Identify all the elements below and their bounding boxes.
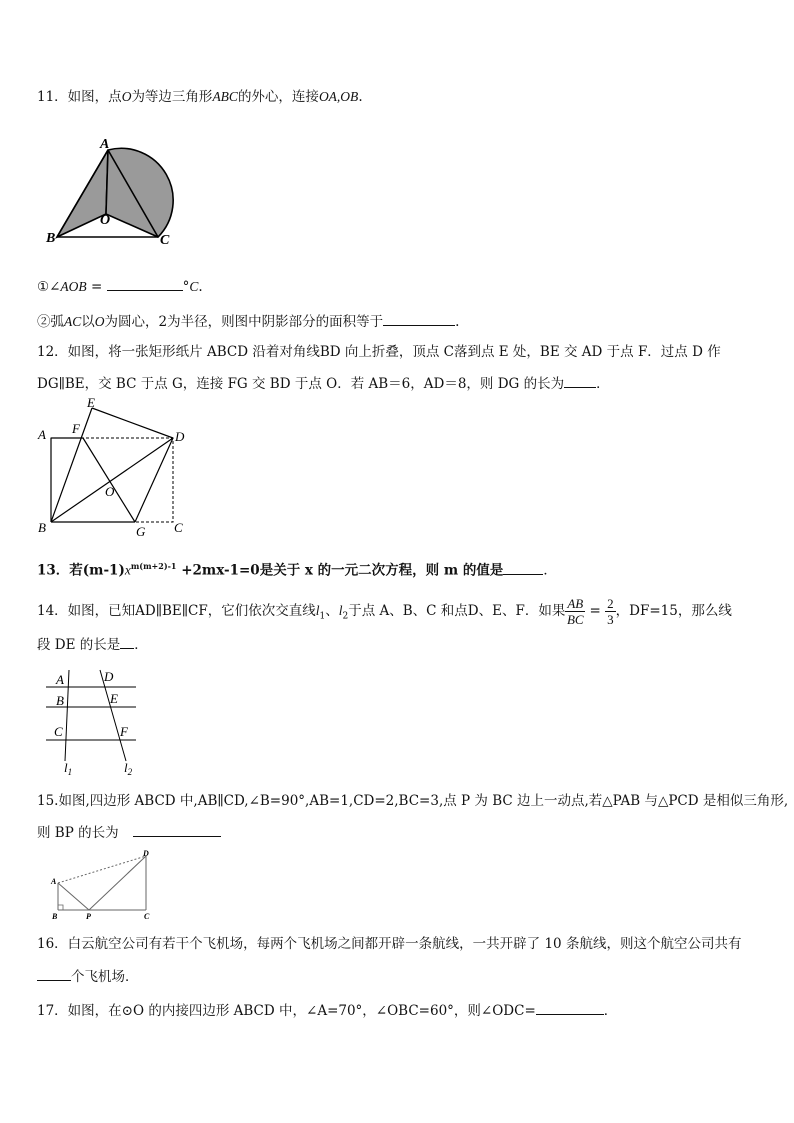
q16-line2: 个飞机场． — [37, 966, 139, 986]
q11-label-o: O — [100, 213, 111, 228]
svg-text:B: B — [52, 912, 58, 921]
q14-line1: 14．如图，已知AD∥BE∥CF，它们依次交直线$l_1$、$l_2$于点 A、B、C 和点D、E、F．如果 $\frac{AB}{BC}$ = $\frac{2}{3}$ ，DF=15，那么线 — [37, 596, 732, 627]
q11-part1: ①∠AOB = °C. — [37, 276, 203, 296]
svg-text:A: A — [56, 672, 64, 687]
q11-part2: ②弧AC以O为圆心，2为半径，则图中阴影部分的面积等于 . — [37, 311, 459, 331]
svg-text:P: P — [86, 912, 91, 921]
svg-text:O: O — [105, 484, 115, 499]
q17-line: 17．如图，在⊙O 的内接四边形 ABCD 中，∠A=70°，∠OBC=60°，则∠ODC= ． — [37, 1000, 617, 1020]
q13-line: 13．若$(m-1)x^{m(m+2)-1} +2mx-1=0$是关于 x 的一元二次方程，则 m 的值是 ． — [37, 561, 557, 579]
svg-text:D: D — [175, 429, 185, 444]
q15-blank[interactable] — [133, 822, 221, 837]
q17-blank[interactable] — [536, 1000, 604, 1015]
q11-label-a: A — [100, 137, 110, 152]
q14-fraction-ab-bc: $\frac{AB}{BC}$ — [566, 596, 584, 627]
svg-text:C: C — [174, 520, 183, 535]
q15-figure — [48, 848, 163, 923]
q12-figure — [35, 395, 195, 540]
q12-line1: 12．如图，将一张矩形纸片 ABCD 沿着对角线BD 向上折叠，顶点 C落到点 E 处，BE 交 AD 于点 F．过点 D 作 — [37, 344, 721, 360]
svg-text:E: E — [87, 395, 95, 410]
q11-label-b: B — [46, 231, 56, 246]
q11-stem: 11．如图，点O为等边三角形ABC的外心，连接OA,OB. — [37, 89, 363, 105]
svg-text:G: G — [136, 524, 146, 539]
q15-line1: 15.如图,四边形 ABCD 中,AB∥CD,∠B=90°,AB=1,CD=2,BC=3,点 P 为 BC 边上一动点,若△PAB 与△PCD 是相似三角形, — [37, 793, 789, 809]
svg-text:B: B — [56, 693, 64, 708]
q12-line2: DG∥BE，交 BC 于点 G，连接 FG 交 BD 于点 O．若 AB＝6，AD＝8，则 DG 的长为 ． — [37, 373, 610, 393]
q14-line2: 段 DE 的长是 ． — [37, 634, 148, 654]
q11-blank-1[interactable] — [107, 276, 183, 291]
q14-blank[interactable] — [120, 634, 134, 649]
q11-figure — [40, 132, 190, 250]
svg-text:C: C — [144, 912, 150, 921]
svg-text:D: D — [143, 849, 149, 858]
q14-figure — [40, 665, 150, 777]
q12-blank[interactable] — [564, 373, 596, 388]
svg-text:A: A — [51, 877, 57, 886]
svg-text:l2: $l_2$ — [124, 760, 133, 777]
q16-line1: 16．白云航空公司有若干个飞机场，每两个飞机场之间都开辟一条航线，一共开辟了 10 条航线，则这个航空公司共有 — [37, 936, 742, 952]
q16-blank[interactable] — [37, 966, 71, 981]
q13-blank[interactable] — [503, 560, 543, 575]
svg-text:F: F — [72, 421, 80, 436]
q11-blank-2[interactable] — [383, 311, 455, 326]
svg-text:E: E — [110, 691, 118, 706]
q15-line2: 则 BP 的长为 — [37, 822, 221, 842]
svg-text:F: F — [120, 724, 128, 739]
q11-label-c: C — [160, 233, 170, 248]
svg-text:C: C — [54, 724, 63, 739]
svg-text:A: A — [38, 427, 46, 442]
q11-shade-right — [106, 148, 173, 237]
q14-fraction-2-3: $\frac{2}{3}$ — [607, 596, 614, 627]
svg-text:l1: $l_1$ — [64, 760, 73, 777]
svg-text:B: B — [38, 520, 46, 535]
svg-text:D: D — [104, 669, 114, 684]
